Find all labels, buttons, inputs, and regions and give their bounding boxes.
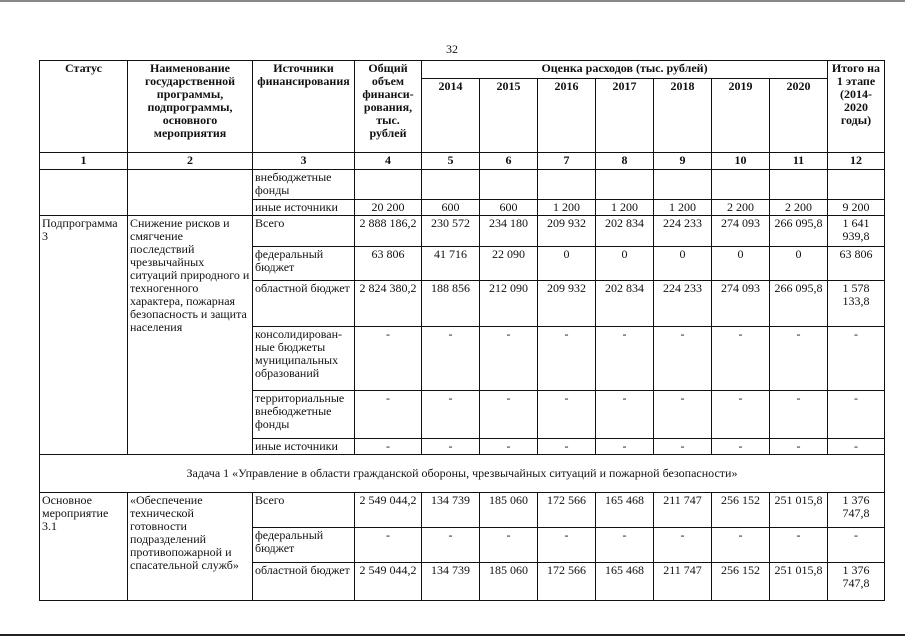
value-cell: - bbox=[712, 327, 770, 391]
value-cell: 209 932 bbox=[538, 281, 596, 327]
source-cell: внебюджетные фонды bbox=[253, 170, 355, 200]
value-cell: 2 200 bbox=[712, 200, 770, 216]
column-number: 7 bbox=[538, 153, 596, 170]
value-cell: 251 015,8 bbox=[770, 493, 828, 528]
source-cell: Всего bbox=[253, 216, 355, 247]
value-cell bbox=[422, 170, 480, 200]
value-cell: - bbox=[596, 327, 654, 391]
value-cell: - bbox=[355, 327, 422, 391]
value-cell bbox=[538, 170, 596, 200]
table-row bbox=[40, 170, 885, 200]
value-cell: - bbox=[770, 391, 828, 439]
source-cell: областной бюджет bbox=[253, 563, 355, 601]
header-total: Общий объем финанси-рования, тыс. рублей bbox=[355, 61, 422, 153]
value-cell: 266 095,8 bbox=[770, 216, 828, 247]
column-number: 10 bbox=[712, 153, 770, 170]
value-cell: - bbox=[538, 327, 596, 391]
value-cell: 134 739 bbox=[422, 563, 480, 601]
name-cell-empty bbox=[128, 170, 253, 216]
value-cell: - bbox=[712, 439, 770, 455]
header-year: 2016 bbox=[538, 79, 596, 153]
value-cell: 0 bbox=[654, 247, 712, 281]
value-cell: 2 549 044,2 bbox=[355, 493, 422, 528]
column-number: 6 bbox=[480, 153, 538, 170]
value-cell: - bbox=[538, 439, 596, 455]
source-cell: иные источники bbox=[253, 200, 355, 216]
column-number: 1 bbox=[40, 153, 128, 170]
source-cell: областной бюджет bbox=[253, 281, 355, 327]
value-cell: - bbox=[422, 327, 480, 391]
header-status: Статус bbox=[40, 61, 128, 153]
value-cell: 2 824 380,2 bbox=[355, 281, 422, 327]
header-estimate: Оценка расходов (тыс. рублей) bbox=[422, 61, 828, 79]
value-cell: - bbox=[422, 528, 480, 563]
value-cell: 9 200 bbox=[828, 200, 885, 216]
value-cell: 256 152 bbox=[712, 493, 770, 528]
value-cell: 185 060 bbox=[480, 493, 538, 528]
column-number: 2 bbox=[128, 153, 253, 170]
value-cell bbox=[480, 170, 538, 200]
column-number: 12 bbox=[828, 153, 885, 170]
header-year: 2015 bbox=[480, 79, 538, 153]
value-cell: 172 566 bbox=[538, 563, 596, 601]
value-cell: 165 468 bbox=[596, 493, 654, 528]
value-cell: 211 747 bbox=[654, 493, 712, 528]
column-number: 3 bbox=[253, 153, 355, 170]
header-stage-total: Итого на 1 этапе (2014-2020 годы) bbox=[828, 61, 885, 153]
source-cell: федеральный бюджет bbox=[253, 247, 355, 281]
value-cell: - bbox=[828, 528, 885, 563]
value-cell: - bbox=[654, 439, 712, 455]
column-numbers-row bbox=[40, 153, 885, 170]
value-cell: - bbox=[422, 439, 480, 455]
value-cell: 188 856 bbox=[422, 281, 480, 327]
value-cell: - bbox=[770, 528, 828, 563]
source-cell: иные источники bbox=[253, 439, 355, 455]
column-number: 9 bbox=[654, 153, 712, 170]
value-cell: - bbox=[712, 528, 770, 563]
value-cell: 172 566 bbox=[538, 493, 596, 528]
value-cell bbox=[770, 170, 828, 200]
value-cell: 274 093 bbox=[712, 216, 770, 247]
event-status: Основное мероприятие 3.1 bbox=[40, 493, 128, 601]
source-cell: территориальные внебюджетные фонды bbox=[253, 391, 355, 439]
value-cell: - bbox=[828, 439, 885, 455]
value-cell: 274 093 bbox=[712, 281, 770, 327]
value-cell: - bbox=[538, 528, 596, 563]
value-cell: 251 015,8 bbox=[770, 563, 828, 601]
value-cell: - bbox=[480, 327, 538, 391]
value-cell: 1 200 bbox=[538, 200, 596, 216]
value-cell: 211 747 bbox=[654, 563, 712, 601]
value-cell: 266 095,8 bbox=[770, 281, 828, 327]
value-cell: - bbox=[654, 391, 712, 439]
value-cell bbox=[712, 170, 770, 200]
value-cell: - bbox=[828, 391, 885, 439]
value-cell: - bbox=[355, 528, 422, 563]
header-sources: Источники финансирования bbox=[253, 61, 355, 153]
header-year: 2018 bbox=[654, 79, 712, 153]
value-cell: - bbox=[712, 391, 770, 439]
value-cell: - bbox=[422, 391, 480, 439]
column-number: 8 bbox=[596, 153, 654, 170]
value-cell: - bbox=[596, 391, 654, 439]
header-year: 2020 bbox=[770, 79, 828, 153]
table-row bbox=[40, 493, 885, 528]
value-cell: 2 200 bbox=[770, 200, 828, 216]
value-cell: - bbox=[355, 391, 422, 439]
value-cell: 202 834 bbox=[596, 216, 654, 247]
value-cell: - bbox=[480, 391, 538, 439]
value-cell: - bbox=[770, 439, 828, 455]
value-cell: 63 806 bbox=[355, 247, 422, 281]
value-cell: 256 152 bbox=[712, 563, 770, 601]
value-cell: 209 932 bbox=[538, 216, 596, 247]
value-cell: - bbox=[654, 327, 712, 391]
value-cell bbox=[828, 170, 885, 200]
budget-table bbox=[39, 60, 885, 601]
value-cell: 600 bbox=[422, 200, 480, 216]
value-cell: 1 200 bbox=[654, 200, 712, 216]
header-year: 2014 bbox=[422, 79, 480, 153]
value-cell: - bbox=[480, 528, 538, 563]
value-cell: 1 200 bbox=[596, 200, 654, 216]
value-cell: - bbox=[828, 327, 885, 391]
event-name: «Обеспечение технической готовности подразделений противопожарной и спасательной служб» bbox=[128, 493, 253, 601]
task-title: Задача 1 «Управление в области гражданской обороны, чрезвычайных ситуаций и пожарной безопасности» bbox=[40, 455, 885, 493]
value-cell: - bbox=[480, 439, 538, 455]
task-row bbox=[40, 455, 885, 493]
source-cell: консолидирован-ные бюджеты муниципальных образований bbox=[253, 327, 355, 391]
value-cell: 63 806 bbox=[828, 247, 885, 281]
value-cell: 1 578 133,8 bbox=[828, 281, 885, 327]
value-cell: 0 bbox=[770, 247, 828, 281]
value-cell: 41 716 bbox=[422, 247, 480, 281]
value-cell: 212 090 bbox=[480, 281, 538, 327]
value-cell: 0 bbox=[538, 247, 596, 281]
value-cell: - bbox=[654, 528, 712, 563]
value-cell: 22 090 bbox=[480, 247, 538, 281]
value-cell: 234 180 bbox=[480, 216, 538, 247]
value-cell: 185 060 bbox=[480, 563, 538, 601]
subprogram-status: Подпрограмма 3 bbox=[40, 216, 128, 455]
value-cell: 1 641 939,8 bbox=[828, 216, 885, 247]
value-cell bbox=[654, 170, 712, 200]
value-cell: 224 233 bbox=[654, 281, 712, 327]
scan-edge-top bbox=[0, 0, 905, 2]
value-cell: - bbox=[596, 528, 654, 563]
value-cell: 165 468 bbox=[596, 563, 654, 601]
header-name: Наименование государственной программы, подпрограммы, основного мероприятия bbox=[128, 61, 253, 153]
source-cell: федеральный бюджет bbox=[253, 528, 355, 563]
source-cell: Всего bbox=[253, 493, 355, 528]
value-cell: 224 233 bbox=[654, 216, 712, 247]
value-cell: 1 376 747,8 bbox=[828, 563, 885, 601]
value-cell: 202 834 bbox=[596, 281, 654, 327]
value-cell: - bbox=[596, 439, 654, 455]
value-cell bbox=[596, 170, 654, 200]
status-cell-empty bbox=[40, 170, 128, 216]
value-cell: 134 739 bbox=[422, 493, 480, 528]
table-row bbox=[40, 216, 885, 247]
value-cell: - bbox=[355, 439, 422, 455]
column-number: 5 bbox=[422, 153, 480, 170]
subprogram-name: Снижение рисков и смягчение последствий чрезвычайных ситуаций природного и техногенного характера, пожарная безопасность и защита населения bbox=[128, 216, 253, 455]
column-number: 11 bbox=[770, 153, 828, 170]
page-number: 32 bbox=[446, 42, 458, 56]
value-cell: 0 bbox=[712, 247, 770, 281]
value-cell: 20 200 bbox=[355, 200, 422, 216]
value-cell: - bbox=[538, 391, 596, 439]
value-cell: 600 bbox=[480, 200, 538, 216]
value-cell: 1 376 747,8 bbox=[828, 493, 885, 528]
value-cell: 2 888 186,2 bbox=[355, 216, 422, 247]
column-number: 4 bbox=[355, 153, 422, 170]
value-cell: 2 549 044,2 bbox=[355, 563, 422, 601]
header-year: 2019 bbox=[712, 79, 770, 153]
value-cell: 230 572 bbox=[422, 216, 480, 247]
value-cell: 0 bbox=[596, 247, 654, 281]
value-cell: - bbox=[770, 327, 828, 391]
scan-edge-bottom bbox=[0, 634, 905, 636]
value-cell bbox=[355, 170, 422, 200]
header-year: 2017 bbox=[596, 79, 654, 153]
